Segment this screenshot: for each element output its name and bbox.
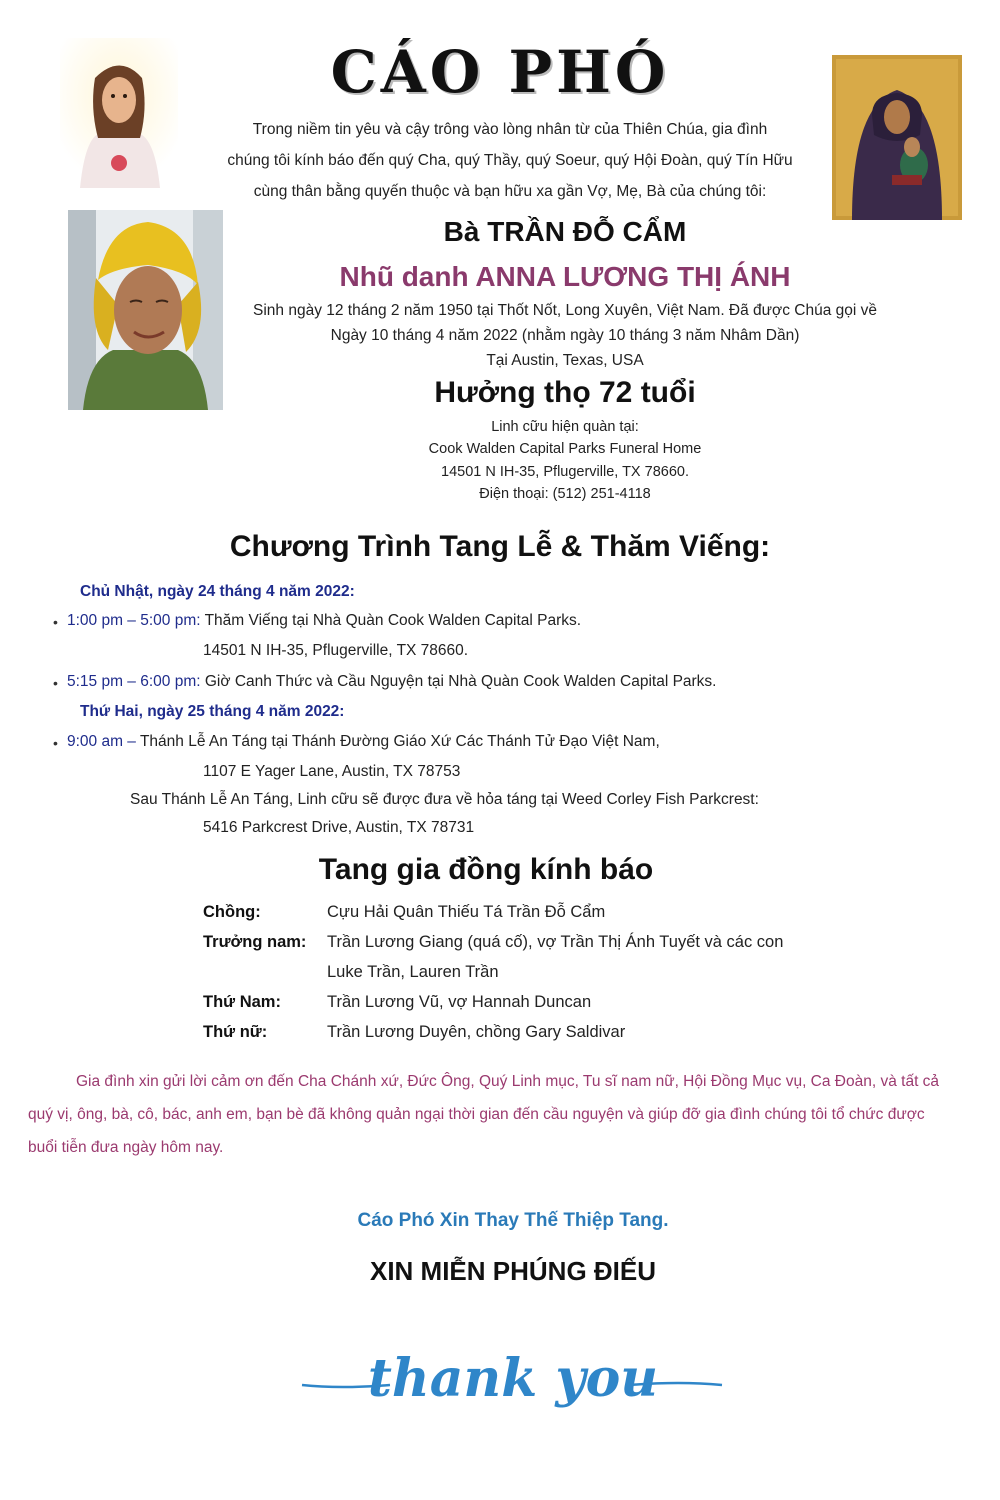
second-son-name: Trần Lương Vũ, vợ Hannah Duncan (327, 993, 592, 1011)
day1-heading: Chủ Nhật, ngày 24 tháng 4 năm 2022: (80, 583, 355, 600)
place-line: Tại Austin, Texas, USA (486, 352, 644, 369)
notice-line: Cáo Phó Xin Thay Thế Thiệp Tang. (357, 1210, 669, 1231)
bullet-icon: • (53, 614, 58, 630)
day2-heading: Thứ Hai, ngày 25 tháng 4 năm 2022: (80, 703, 345, 720)
intro-line-3: cùng thân bằng quyến thuộc và bạn hữu xa gần Vợ, Mẹ, Bà của chúng tôi: (253, 183, 767, 200)
item1-text: Thăm Viếng tại Nhà Quàn Cook Walden Capital Parks. (200, 612, 582, 629)
funeral-home: Cook Walden Capital Parks Funeral Home (428, 441, 702, 457)
item3-text: Thánh Lễ An Táng tại Thánh Đường Giáo Xứ Các Thánh Tử Đạo Việt Nam, (135, 733, 660, 750)
cremation-address: 5416 Parkcrest Drive, Austin, TX 78731 (203, 819, 475, 836)
second-son-label: Thứ Nam: (203, 993, 281, 1011)
eldest-son-name: Trần Lương Giang (quá cố), vợ Trần Thị Ánh Tuyết và các con (327, 933, 784, 951)
item2-time: 5:15 pm – 6:00 pm: (67, 673, 201, 690)
item1-time: 1:00 pm – 5:00 pm: (67, 612, 201, 629)
funeral-home-phone: Điện thoại: (512) 251-4118 (479, 486, 651, 502)
program-item-1 (53, 612, 582, 630)
intro-line-2: chúng tôi kính báo đến quý Cha, quý Thầy, quý Soeur, quý Hội Đoàn, quý Tín Hữu (227, 152, 793, 169)
intro-line-1: Trong niềm tin yêu và cậy trông vào lòng nhân từ của Thiên Chúa, gia đình (252, 121, 768, 138)
after-mass-line: Sau Thánh Lễ An Táng, Linh cữu sẽ được đưa về hỏa táng tại Weed Corley Fish Parkcrest: (130, 791, 759, 808)
husband-name: Cựu Hải Quân Thiếu Tá Trần Đỗ Cẩm (327, 903, 606, 921)
item2-text: Giờ Canh Thức và Cầu Nguyện tại Nhà Quàn Cook Walden Capital Parks. (200, 673, 717, 690)
husband-label: Chồng: (203, 903, 261, 921)
birth-line: Sinh ngày 12 tháng 2 năm 1950 tại Thốt Nốt, Long Xuyên, Việt Nam. Đã được Chúa gọi về (253, 302, 877, 319)
item3-time: 9:00 am – (67, 733, 136, 750)
daughter-name: Trần Lương Duyên, chồng Gary Saldivar (327, 1023, 626, 1041)
lying-label: Linh cữu hiện quàn tại: (491, 419, 639, 435)
family-heading: Tang gia đồng kính báo (318, 853, 654, 886)
program-item-2 (53, 673, 717, 691)
maiden-name: Nhũ danh ANNA LƯƠNG THỊ ÁNH (339, 261, 791, 292)
bullet-icon: • (53, 735, 58, 751)
eldest-son-label: Trưởng nam: (203, 933, 307, 951)
program-item-3 (53, 733, 660, 751)
death-line: Ngày 10 tháng 4 năm 2022 (nhằm ngày 10 tháng 3 năm Nhâm Dần) (330, 327, 800, 344)
funeral-home-address: 14501 N IH-35, Pflugerville, TX 78660. (441, 464, 689, 480)
item3-address: 1107 E Yager Lane, Austin, TX 78753 (203, 763, 461, 780)
thank-you-script: thank you (367, 1348, 659, 1409)
page-title: CÁO PHÓ (330, 38, 670, 106)
age-heading: Hưởng thọ 72 tuổi (434, 376, 696, 409)
program-heading: Chương Trình Tang Lễ & Thăm Viếng: (229, 530, 771, 563)
item1-address: 14501 N IH-35, Pflugerville, TX 78660. (203, 642, 469, 659)
daughter-label: Thứ nữ: (203, 1023, 268, 1041)
deceased-name: Bà TRẦN ĐỖ CẨM (443, 216, 687, 247)
no-flowers-line: XIN MIỄN PHÚNG ĐIẾU (369, 1256, 657, 1286)
thanks-paragraph: Gia đình xin gửi lời cảm ơn đến Cha Chánh xứ, Đức Ông, Quý Linh mục, Tu sĩ nam nữ, Hội Đồng Mục vụ, Ca Đoàn, và tất cả quý vị, ông, bà, cô, bác, anh em, bạn bè đã không quản ngại thời gian đến cầu nguyện và giúp đỡ gia đình chúng tôi tổ chức được buổi tiễn đưa ngày hôm nay. (28, 1073, 940, 1156)
eldest-son-children: Luke Trần, Lauren Trần (327, 963, 499, 981)
bullet-icon: • (53, 675, 58, 691)
